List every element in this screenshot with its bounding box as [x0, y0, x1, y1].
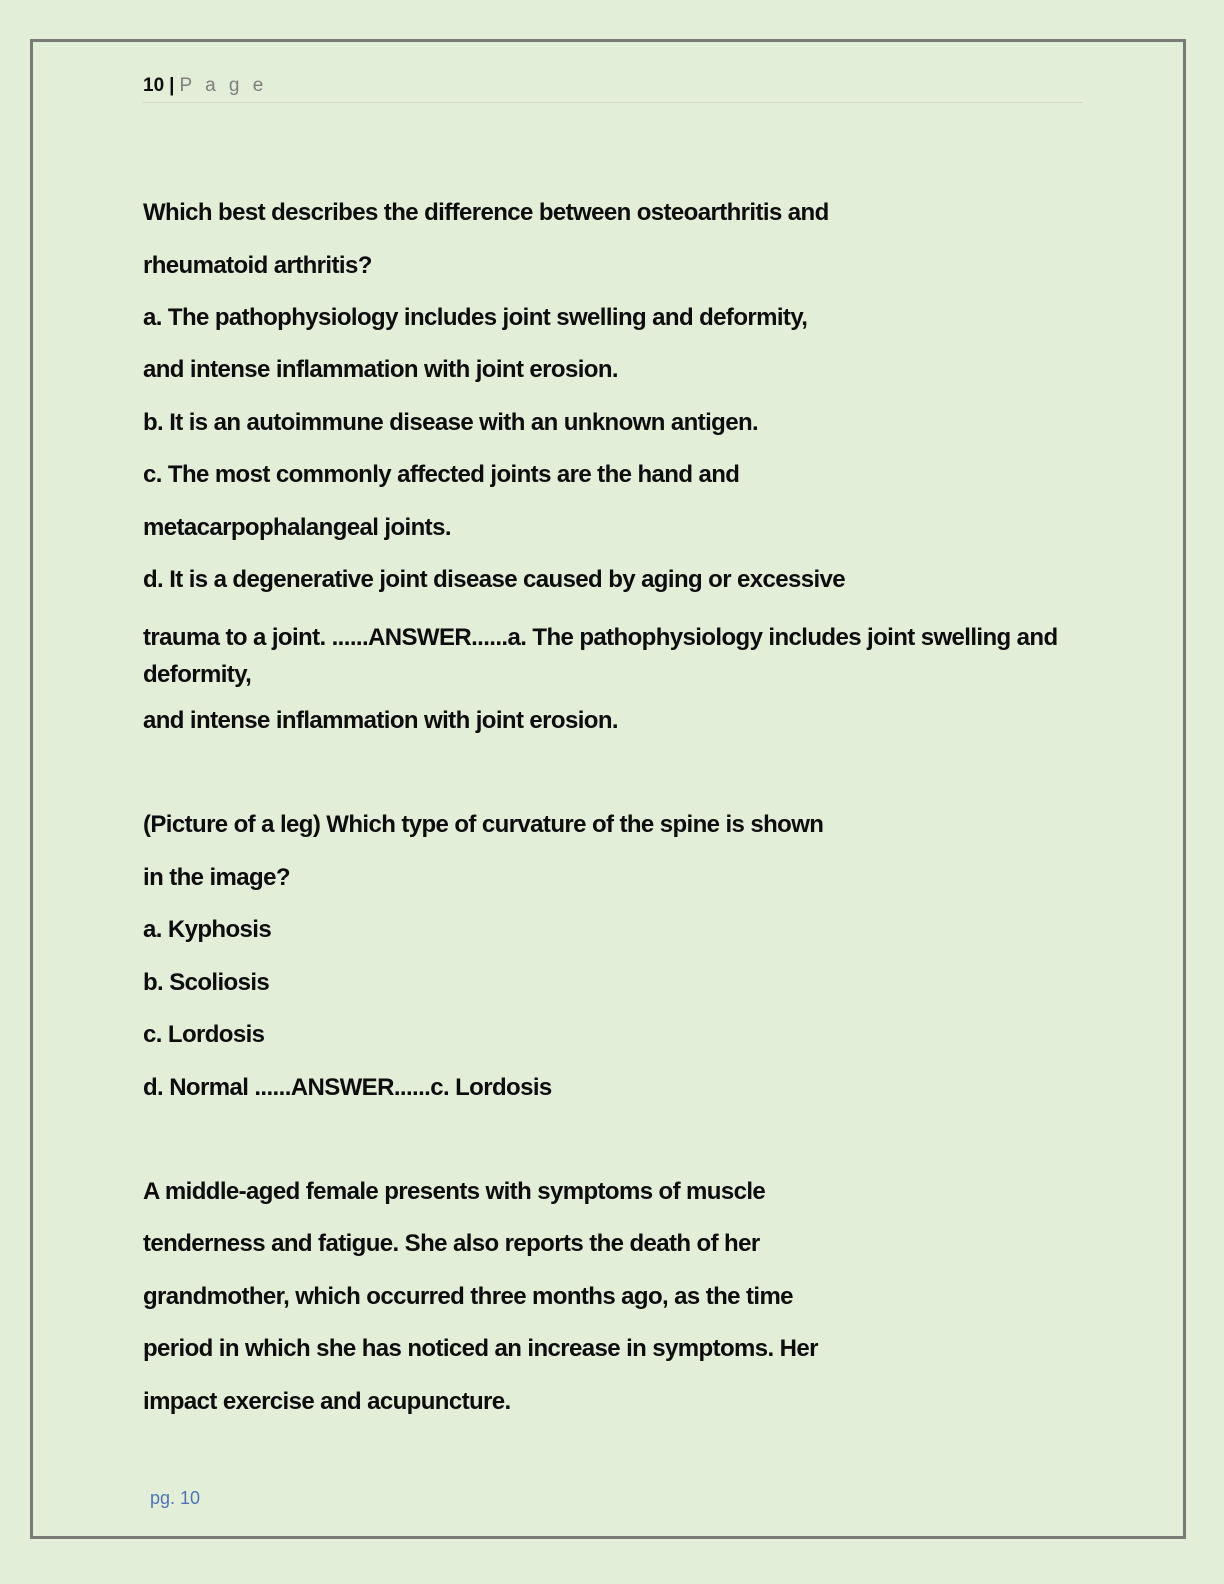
question-1-line-1: Which best describes the difference between osteoarthritis and [143, 199, 829, 226]
question-1-answer: trauma to a joint. ......ANSWER......a. The pathophysiology includes joint swelling and deformity, [143, 624, 1058, 688]
header-page-number: 10 [143, 75, 165, 96]
question-2-line-1: (Picture of a leg) Which type of curvature of the spine is shown [143, 811, 824, 838]
question-1-option-a-cont: and intense inflammation with joint erosion. [143, 356, 618, 383]
question-2-option-c: c. Lordosis [143, 1021, 265, 1048]
question-2-option-b: b. Scoliosis [143, 969, 270, 996]
question-3-line-3: grandmother, which occurred three months ago, as the time [143, 1283, 793, 1310]
question-1-option-c-cont: metacarpophalangeal joints. [143, 514, 451, 541]
header-separator: | [169, 75, 175, 96]
question-3-line-2: tenderness and fatigue. She also reports the death of her [143, 1230, 760, 1257]
question-1-option-c: c. The most commonly affected joints are the hand and [143, 461, 740, 488]
question-1-answer-cont: and intense inflammation with joint erosion. [143, 707, 618, 734]
page-footer: pg. 10 [150, 1488, 201, 1508]
page-header [143, 72, 1083, 103]
question-3-line-1: A middle-aged female presents with symptoms of muscle [143, 1178, 766, 1205]
question-1-option-b: b. It is an autoimmune disease with an unknown antigen. [143, 409, 759, 436]
question-3-line-4: period in which she has noticed an increase in symptoms. Her [143, 1335, 818, 1362]
question-1-option-a: a. The pathophysiology includes joint swelling and deformity, [143, 304, 808, 331]
header-page-word: P a g e [179, 75, 268, 96]
question-1-option-d: d. It is a degenerative joint disease caused by aging or excessive [143, 566, 846, 593]
question-1-line-2: rheumatoid arthritis? [143, 252, 372, 279]
question-2-answer: d. Normal ......ANSWER......c. Lordosis [143, 1074, 552, 1101]
question-2-line-2: in the image? [143, 864, 290, 891]
question-2-option-a: a. Kyphosis [143, 916, 272, 943]
question-3-line-5: impact exercise and acupuncture. [143, 1388, 511, 1415]
